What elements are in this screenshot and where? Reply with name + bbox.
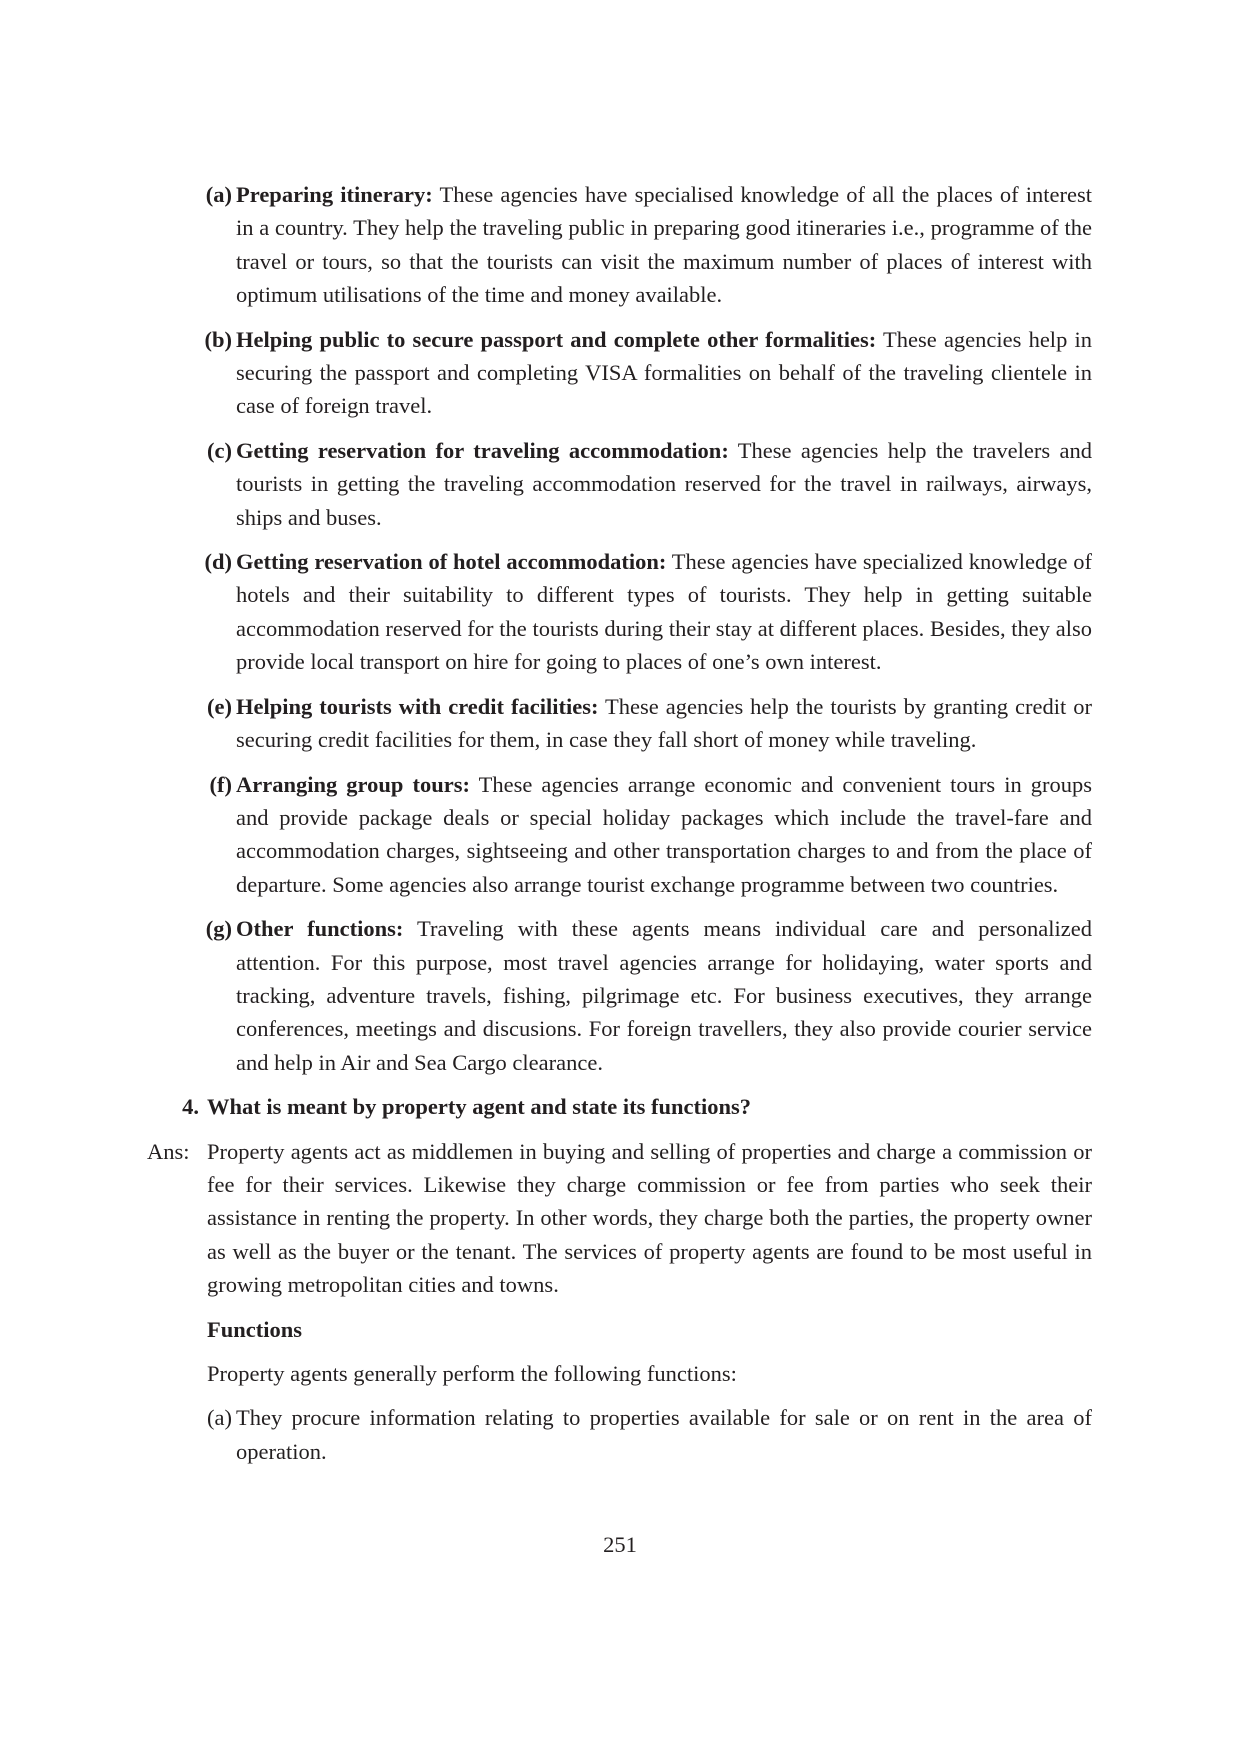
answer-label: Ans: bbox=[147, 1138, 190, 1164]
item-marker: (e) bbox=[207, 693, 232, 719]
list-item-b bbox=[204, 323, 1092, 423]
item-marker: (a) bbox=[207, 1405, 232, 1431]
item-term: Helping tourists with credit facilities: bbox=[236, 693, 599, 719]
item-term: Other functions: bbox=[236, 916, 404, 942]
question-text: What is meant by property agent and state its functions? bbox=[207, 1094, 751, 1120]
item-text: Traveling with these agents means individual care and personalized attention. For this purpose, most travel agencies arrange for holidaying, water sports and tracking, adventure travels, fishing, pilgrimage etc. For business executives, they arrange conferences, meetings and discusions. For foreign travellers, they also provide courier service and help in Air and Sea Cargo clearance. bbox=[236, 916, 1092, 1075]
item-term: Preparing itinerary: bbox=[236, 182, 433, 207]
item-marker: (d) bbox=[204, 549, 232, 575]
answer-paragraph bbox=[147, 1135, 1092, 1302]
list-item-c bbox=[207, 434, 1092, 534]
item-text: These agencies help the travelers and tourists in getting the traveling accommodation reserved for the travel in railways, airways, ships and buses. bbox=[236, 437, 1092, 530]
list-item-d bbox=[204, 545, 1093, 679]
page-content bbox=[0, 178, 1240, 1479]
item-term: Getting reservation of hotel accommodation: bbox=[236, 549, 667, 575]
item-term: Arranging group tours: bbox=[236, 771, 470, 797]
item-text: These agencies have specialised knowledge of all the places of interest in a country. They help the traveling public in preparing good itineraries i.e., programme of the travel or tours, so that the tourists can visit the maximum number of places of interest with optimum utilisations of the time and money available. bbox=[236, 182, 1092, 308]
item-marker: (f) bbox=[209, 771, 232, 797]
item-text: These agencies have specialized knowledge of hotels and their suitability to different types of tourists. They help in getting suitable accommodation reserved for the tourists during their stay at different places. Besides, they also provide local transport on hire for going to places of one’s own interest. bbox=[236, 549, 1093, 675]
question-number: 4. bbox=[182, 1094, 199, 1120]
item-text: These agencies arrange economic and convenient tours in groups and provide package deals or special holiday packages which include the travel-fare and accommodation charges, sightseeing and other transportation charges to and from the place of departure. Some agencies also arrange tourist exchange programme between two countries. bbox=[236, 771, 1092, 897]
list-item-g bbox=[205, 912, 1092, 1079]
item-term: Getting reservation for traveling accommodation: bbox=[236, 437, 729, 463]
item-marker: (a) bbox=[205, 182, 232, 207]
answer-text: Property agents act as middlemen in buying and selling of properties and charge a commission or fee for their services. Likewise they charge commission or fee from parties who seek their assistance in renting the property. In other words, they charge both the parties, the property owner as well as the buyer or the tenant. The services of property agents are found to be most useful in growing metropolitan cities and towns. bbox=[207, 1138, 1092, 1298]
functions-heading: Functions bbox=[207, 1316, 303, 1342]
item-marker: (b) bbox=[204, 326, 232, 352]
function-item-a bbox=[207, 1401, 1092, 1468]
item-text: These agencies help the tourists by granting credit or securing credit facilities for them, in case they fall short of money while traveling. bbox=[236, 693, 1092, 753]
list-item-a bbox=[205, 178, 1092, 312]
question-heading bbox=[182, 1090, 1092, 1123]
list-item-f bbox=[209, 768, 1092, 902]
item-marker: (g) bbox=[205, 916, 232, 942]
item-text: These agencies help in securing the passport and completing VISA formalities on behalf of the traveling clientele in case of foreign travel. bbox=[236, 326, 1092, 419]
item-marker: (c) bbox=[207, 437, 232, 463]
page-number: 251 bbox=[603, 1532, 637, 1557]
item-term: Helping public to secure passport and complete other formalities: bbox=[236, 326, 877, 352]
item-text: They procure information relating to properties available for sale or on rent in the area of operation. bbox=[236, 1405, 1092, 1464]
list-item-e bbox=[207, 690, 1092, 757]
functions-intro: Property agents generally perform the following functions: bbox=[207, 1361, 737, 1386]
